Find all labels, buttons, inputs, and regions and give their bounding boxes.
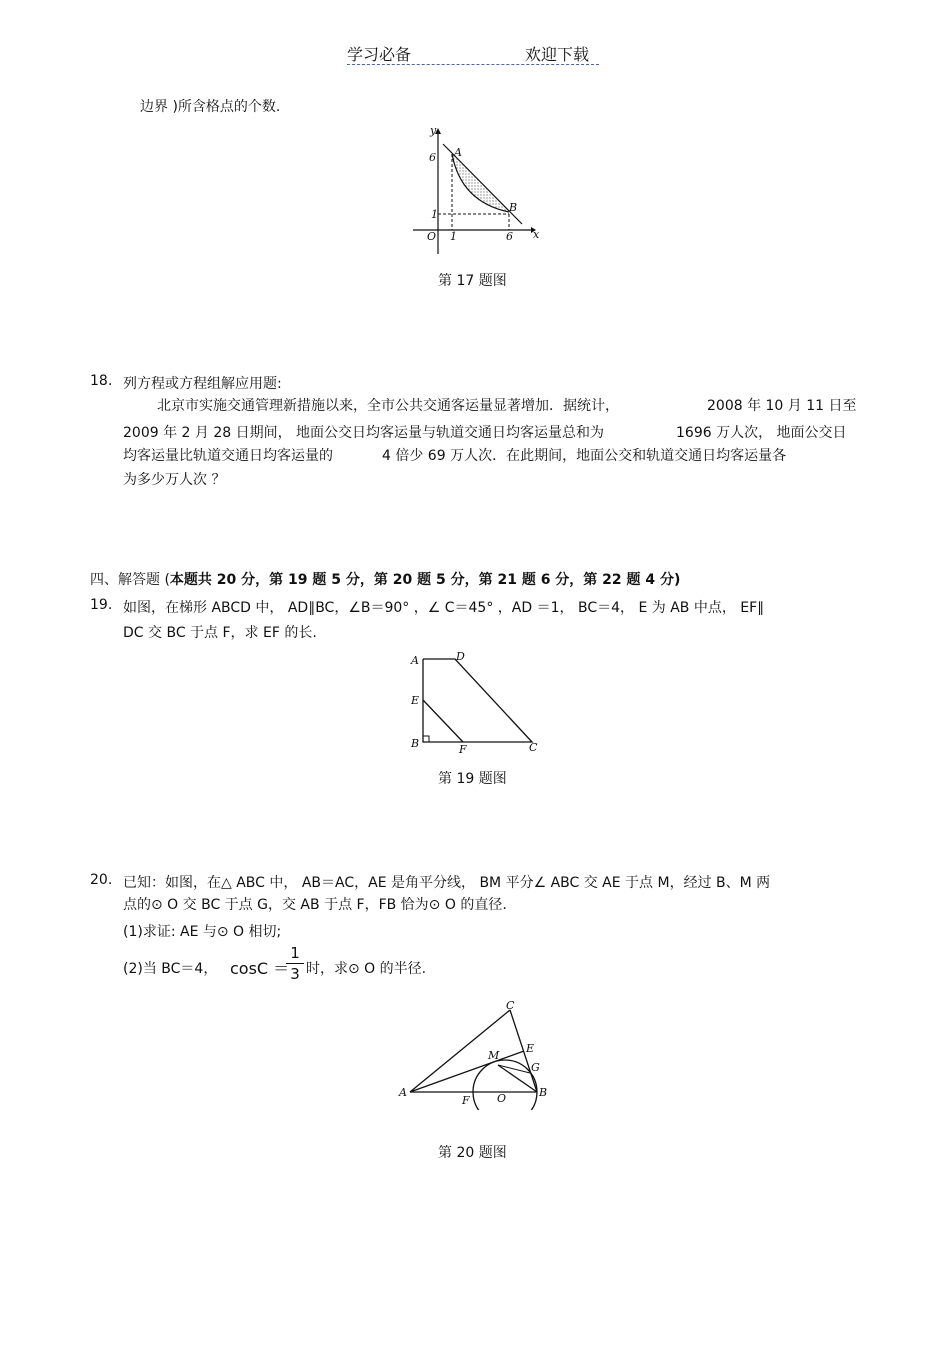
q20-fraction bbox=[286, 944, 304, 983]
label-a: A bbox=[411, 654, 419, 667]
label-f: F bbox=[462, 1094, 470, 1107]
label-b: B bbox=[411, 737, 420, 750]
label-origin: O bbox=[427, 230, 437, 243]
header-divider bbox=[347, 64, 599, 65]
q18-line4: 为多少万人次 ？ bbox=[123, 472, 226, 488]
q18-line3b: 4 倍少 69 万人次．在此期间，地面公交和轨道交通日均客运量各 bbox=[382, 448, 787, 464]
label-point-a: A bbox=[454, 146, 462, 159]
q20-part2-b: 时，求⊙ O 的半径. bbox=[306, 961, 427, 977]
q18-line1-date: 2008 年 10 月 11 日至 bbox=[707, 398, 857, 414]
q19-line1: 如图，在梯形 ABCD 中， AD∥BC，∠B＝90° ，∠ C＝45° ，AD ＝1， BC＝4， E 为 AB 中点， EF∥ bbox=[123, 600, 765, 616]
header-left: 学习必备 bbox=[347, 45, 412, 64]
q17-figure bbox=[405, 122, 545, 260]
q20-number: 20. bbox=[90, 872, 113, 888]
q18-line3a: 均客运量比轨道交通日均客运量的 bbox=[123, 448, 333, 464]
fraction-numerator: 1 bbox=[290, 944, 300, 962]
label-e: E bbox=[526, 1042, 535, 1055]
q19-line2: DC 交 BC 于点 F，求 EF 的长. bbox=[123, 625, 317, 641]
q20-figure bbox=[395, 995, 560, 1110]
q18-line2b: 1696 万人次， 地面公交日 bbox=[676, 425, 847, 441]
label-y1: 1 bbox=[431, 208, 438, 221]
section4-title-b: 本题共 20 分，第 19 题 5 分，第 20 题 5 分，第 21 题 6 分，第 22 题 4 分) bbox=[169, 572, 681, 588]
label-o: O bbox=[497, 1092, 507, 1105]
q19-figure bbox=[405, 645, 555, 760]
section4-title bbox=[90, 569, 680, 589]
q18-number: 18. bbox=[90, 373, 113, 389]
q20-part2-cos: cosC ＝ bbox=[230, 959, 290, 978]
trapezoid-abcd bbox=[423, 659, 532, 742]
label-x1: 1 bbox=[450, 230, 457, 243]
q18-line2a: 2009 年 2 月 28 日期间， 地面公交日均客运量与轨道交通日均客运量总和为 bbox=[123, 425, 605, 441]
label-f: F bbox=[459, 743, 467, 756]
label-c: C bbox=[506, 999, 515, 1012]
q20-part2-a: (2)当 BC＝4， bbox=[123, 961, 218, 977]
q20-caption: 第 20 题图 bbox=[438, 1145, 507, 1161]
q20-line1: 已知：如图，在△ ABC 中， AB＝AC，AE 是角平分线， BM 平分∠ ABC 交 AE 于点 M，经过 B、M 两 bbox=[123, 875, 771, 891]
q20-part1: (1)求证: AE 与⊙ O 相切; bbox=[123, 924, 282, 940]
q20-line2: 点的⊙ O 交 BC 于点 G，交 AB 于点 F，FB 恰为⊙ O 的直径. bbox=[123, 897, 507, 913]
fraction-bar bbox=[286, 963, 304, 964]
label-b: B bbox=[539, 1086, 548, 1099]
q18-line1: 北京市实施交通管理新措施以来，全市公共交通客运量显著增加．据统计， bbox=[157, 398, 619, 414]
label-a: A bbox=[399, 1086, 407, 1099]
label-d: D bbox=[456, 650, 465, 663]
section4-title-a: 四、解答题 ( bbox=[90, 572, 170, 588]
q19-number: 19. bbox=[90, 597, 113, 613]
label-point-b: B bbox=[509, 201, 518, 214]
q17-caption: 第 17 题图 bbox=[438, 273, 507, 289]
right-angle-mark bbox=[423, 736, 429, 742]
label-m: M bbox=[488, 1049, 500, 1062]
label-e: E bbox=[411, 694, 420, 707]
header-right: 欢迎下载 bbox=[525, 45, 590, 64]
label-y: y bbox=[430, 124, 437, 137]
label-c: C bbox=[529, 741, 538, 754]
label-g: G bbox=[531, 1061, 540, 1074]
shaded-region bbox=[452, 154, 509, 212]
label-y6: 6 bbox=[429, 151, 436, 164]
label-x6: 6 bbox=[506, 230, 513, 243]
q19-caption: 第 19 题图 bbox=[438, 771, 507, 787]
q17-continued-text: 边界 )所含格点的个数. bbox=[140, 99, 281, 115]
label-x: x bbox=[533, 228, 540, 241]
q18-title: 列方程或方程组解应用题: bbox=[123, 376, 282, 392]
fraction-denominator: 3 bbox=[290, 965, 300, 983]
